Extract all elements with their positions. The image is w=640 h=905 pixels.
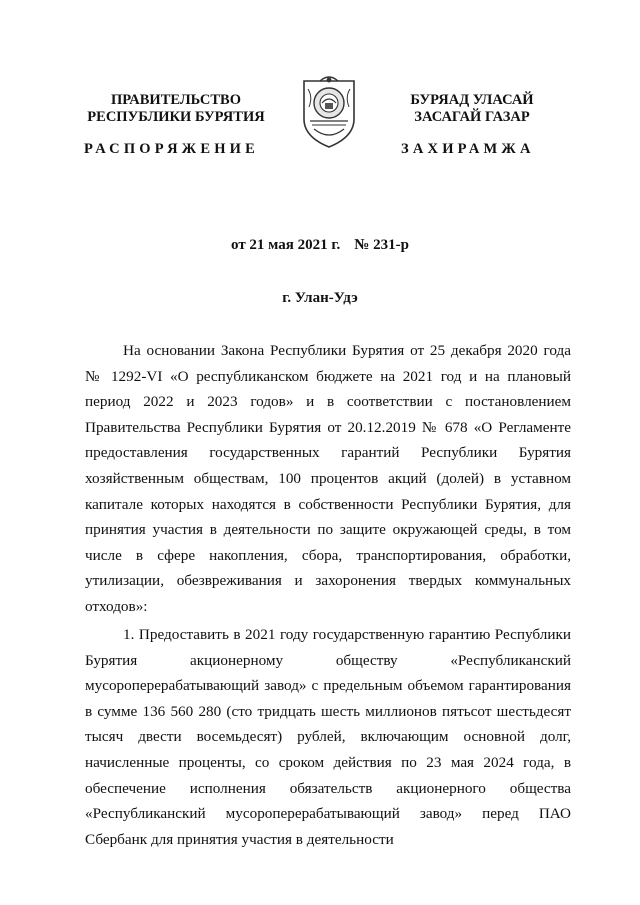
- issuer-buryat-line-1: БУРЯАД УЛАСАЙ: [410, 92, 534, 108]
- issuer-name-russian: [76, 92, 276, 126]
- issuer-line-1: ПРАВИТЕЛЬСТВО: [111, 92, 241, 108]
- issuer-line-2: РЕСПУБЛИКИ БУРЯТИЯ: [87, 109, 265, 125]
- clause-1-paragraph: 1. Предоставить в 2021 году государственную гарантию Республики Бурятия акционерному обществу «Республиканский мусороперерабатывающий завод» с предельным объемом гарантирования в сумме 136 560 280 (сто тридцать шесть миллионов пятьсот шестьдесят тысяч двести восемьдесят) рублей, включающим основной долг, начисленные проценты, со сроком действия по 23 мая 2024 года, в обеспечение исполнения обязательств акционерного общества «Республиканский мусороперерабатывающий завод» перед ПАО Сбербанк для принятия участия в деятельности: [85, 626, 571, 848]
- issuer-buryat-line-2: ЗАСАГАЙ ГАЗАР: [414, 109, 530, 125]
- document-date: от 21 мая 2021 г.: [231, 237, 341, 253]
- date-number-line: [0, 237, 640, 254]
- preamble-paragraph: На основании Закона Республики Бурятия от 25 декабря 2020 года № 1292-VI «О республиканском бюджете на 2021 год и на плановый период 2022 и 2023 годов» и в соответствии с постановлением Правительства Республики Бурятия от 20.12.2019 № 678 «О Регламенте предоставления государственных гарантий Республики Бурятия хозяйственным обществам, 100 процентов акций (долей) в уставном капитале которых находятся в собственности Республики Бурятия, для принятия участия в деятельности по защите окружающей среды, в том числе в сфере накопления, сбора, транспортирования, обработки, утилизации, обезвреживания и захоронения твердых коммунальных отходов»:: [85, 342, 571, 615]
- coat-of-arms-buryatia-icon: [300, 75, 358, 149]
- document-number: № 231-р: [354, 237, 409, 253]
- document-city: г. Улан-Удэ: [282, 290, 358, 306]
- document-type-buryat: ЗАХИРАМЖА: [401, 141, 535, 157]
- document-type-russian: РАСПОРЯЖЕНИЕ: [84, 141, 260, 157]
- issuer-name-buryat: [372, 92, 572, 126]
